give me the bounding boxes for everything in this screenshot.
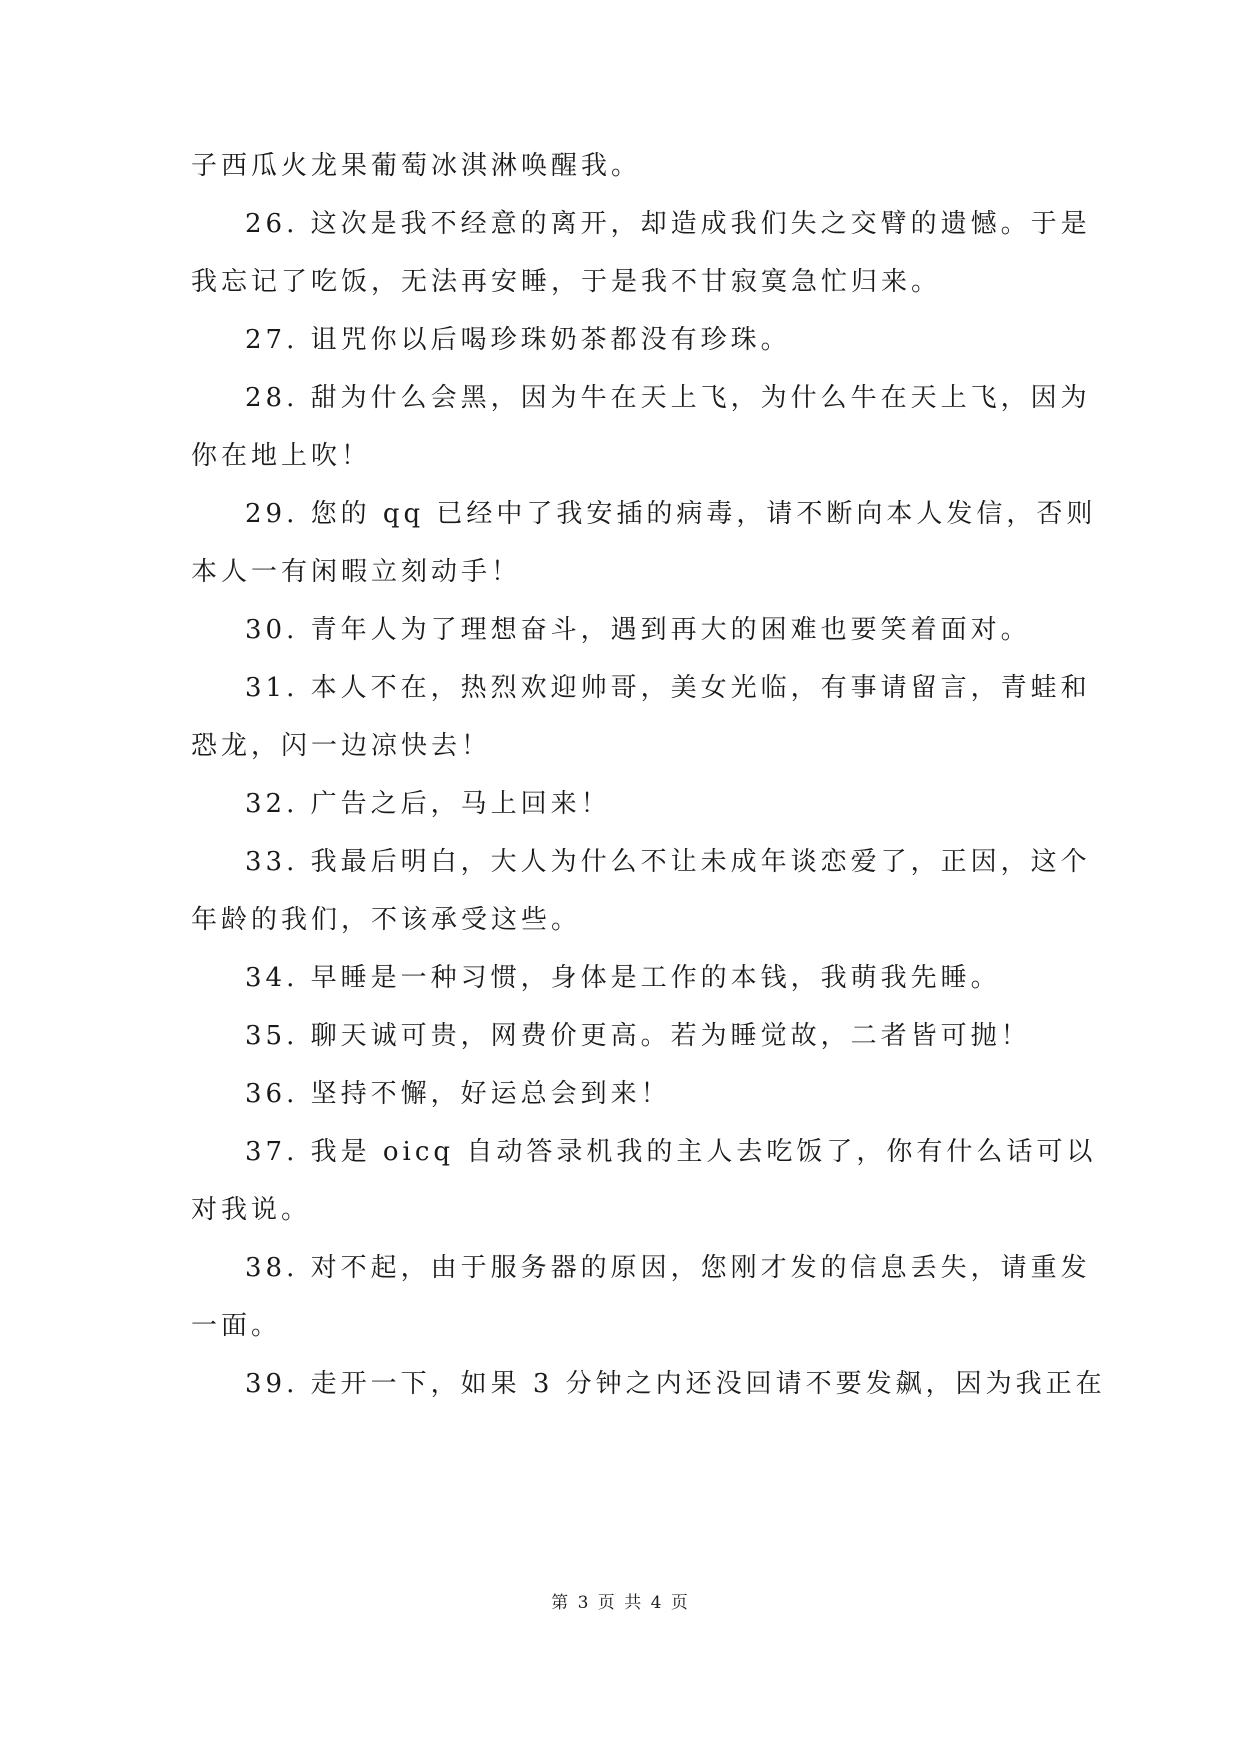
list-item-31: 31. 本人不在，热烈欢迎帅哥，美女光临，有事请留言，青蛙和 [245,673,1091,703]
list-item-35: 35. 聊天诚可贵，网费价更高。若为睡觉故，二者皆可抛！ [245,1021,1031,1051]
page-number-footer: 第 3 页 共 4 页 [551,1593,690,1613]
list-item-33: 33. 我最后明白，大人为什么不让未成年谈恋爱了，正因，这个 [245,847,1091,877]
list-item-26: 26. 这次是我不经意的离开，却造成我们失之交臂的遗憾。于是 [245,209,1091,239]
text-line: 你在地上吹！ [191,441,372,471]
list-item-32: 32. 广告之后，马上回来！ [245,789,611,819]
list-item-27: 27. 诅咒你以后喝珍珠奶茶都没有珍珠。 [245,325,791,355]
text-line: 恐龙，闪一边凉快去！ [191,731,492,761]
text-line: 子西瓜火龙果葡萄冰淇淋唤醒我。 [191,151,642,181]
list-item-38: 38. 对不起，由于服务器的原因，您刚才发的信息丢失，请重发 [245,1253,1091,1283]
text-line: 对我说。 [191,1195,312,1225]
list-item-34: 34. 早睡是一种习惯，身体是工作的本钱，我萌我先睡。 [245,963,1001,993]
list-item-39: 39. 走开一下，如果 3 分钟之内还没回请不要发飙，因为我正在 [245,1369,1106,1399]
text-line: 本人一有闲暇立刻动手！ [191,557,522,587]
list-item-30: 30. 青年人为了理想奋斗，遇到再大的困难也要笑着面对。 [245,615,1031,645]
list-item-37: 37. 我是 oicq 自动答录机我的主人去吃饭了，你有什么话可以 [245,1137,1097,1167]
text-line: 一面。 [191,1311,282,1341]
text-line: 年龄的我们，不该承受这些。 [191,905,582,935]
text-line: 我忘记了吃饭，无法再安睡，于是我不甘寂寞急忙归来。 [191,267,942,297]
list-item-28: 28. 甜为什么会黑，因为牛在天上飞，为什么牛在天上飞，因为 [245,383,1091,413]
list-item-36: 36. 坚持不懈，好运总会到来！ [245,1079,671,1109]
list-item-29: 29. 您的 qq 已经中了我安插的病毒，请不断向本人发信，否则 [245,499,1097,529]
